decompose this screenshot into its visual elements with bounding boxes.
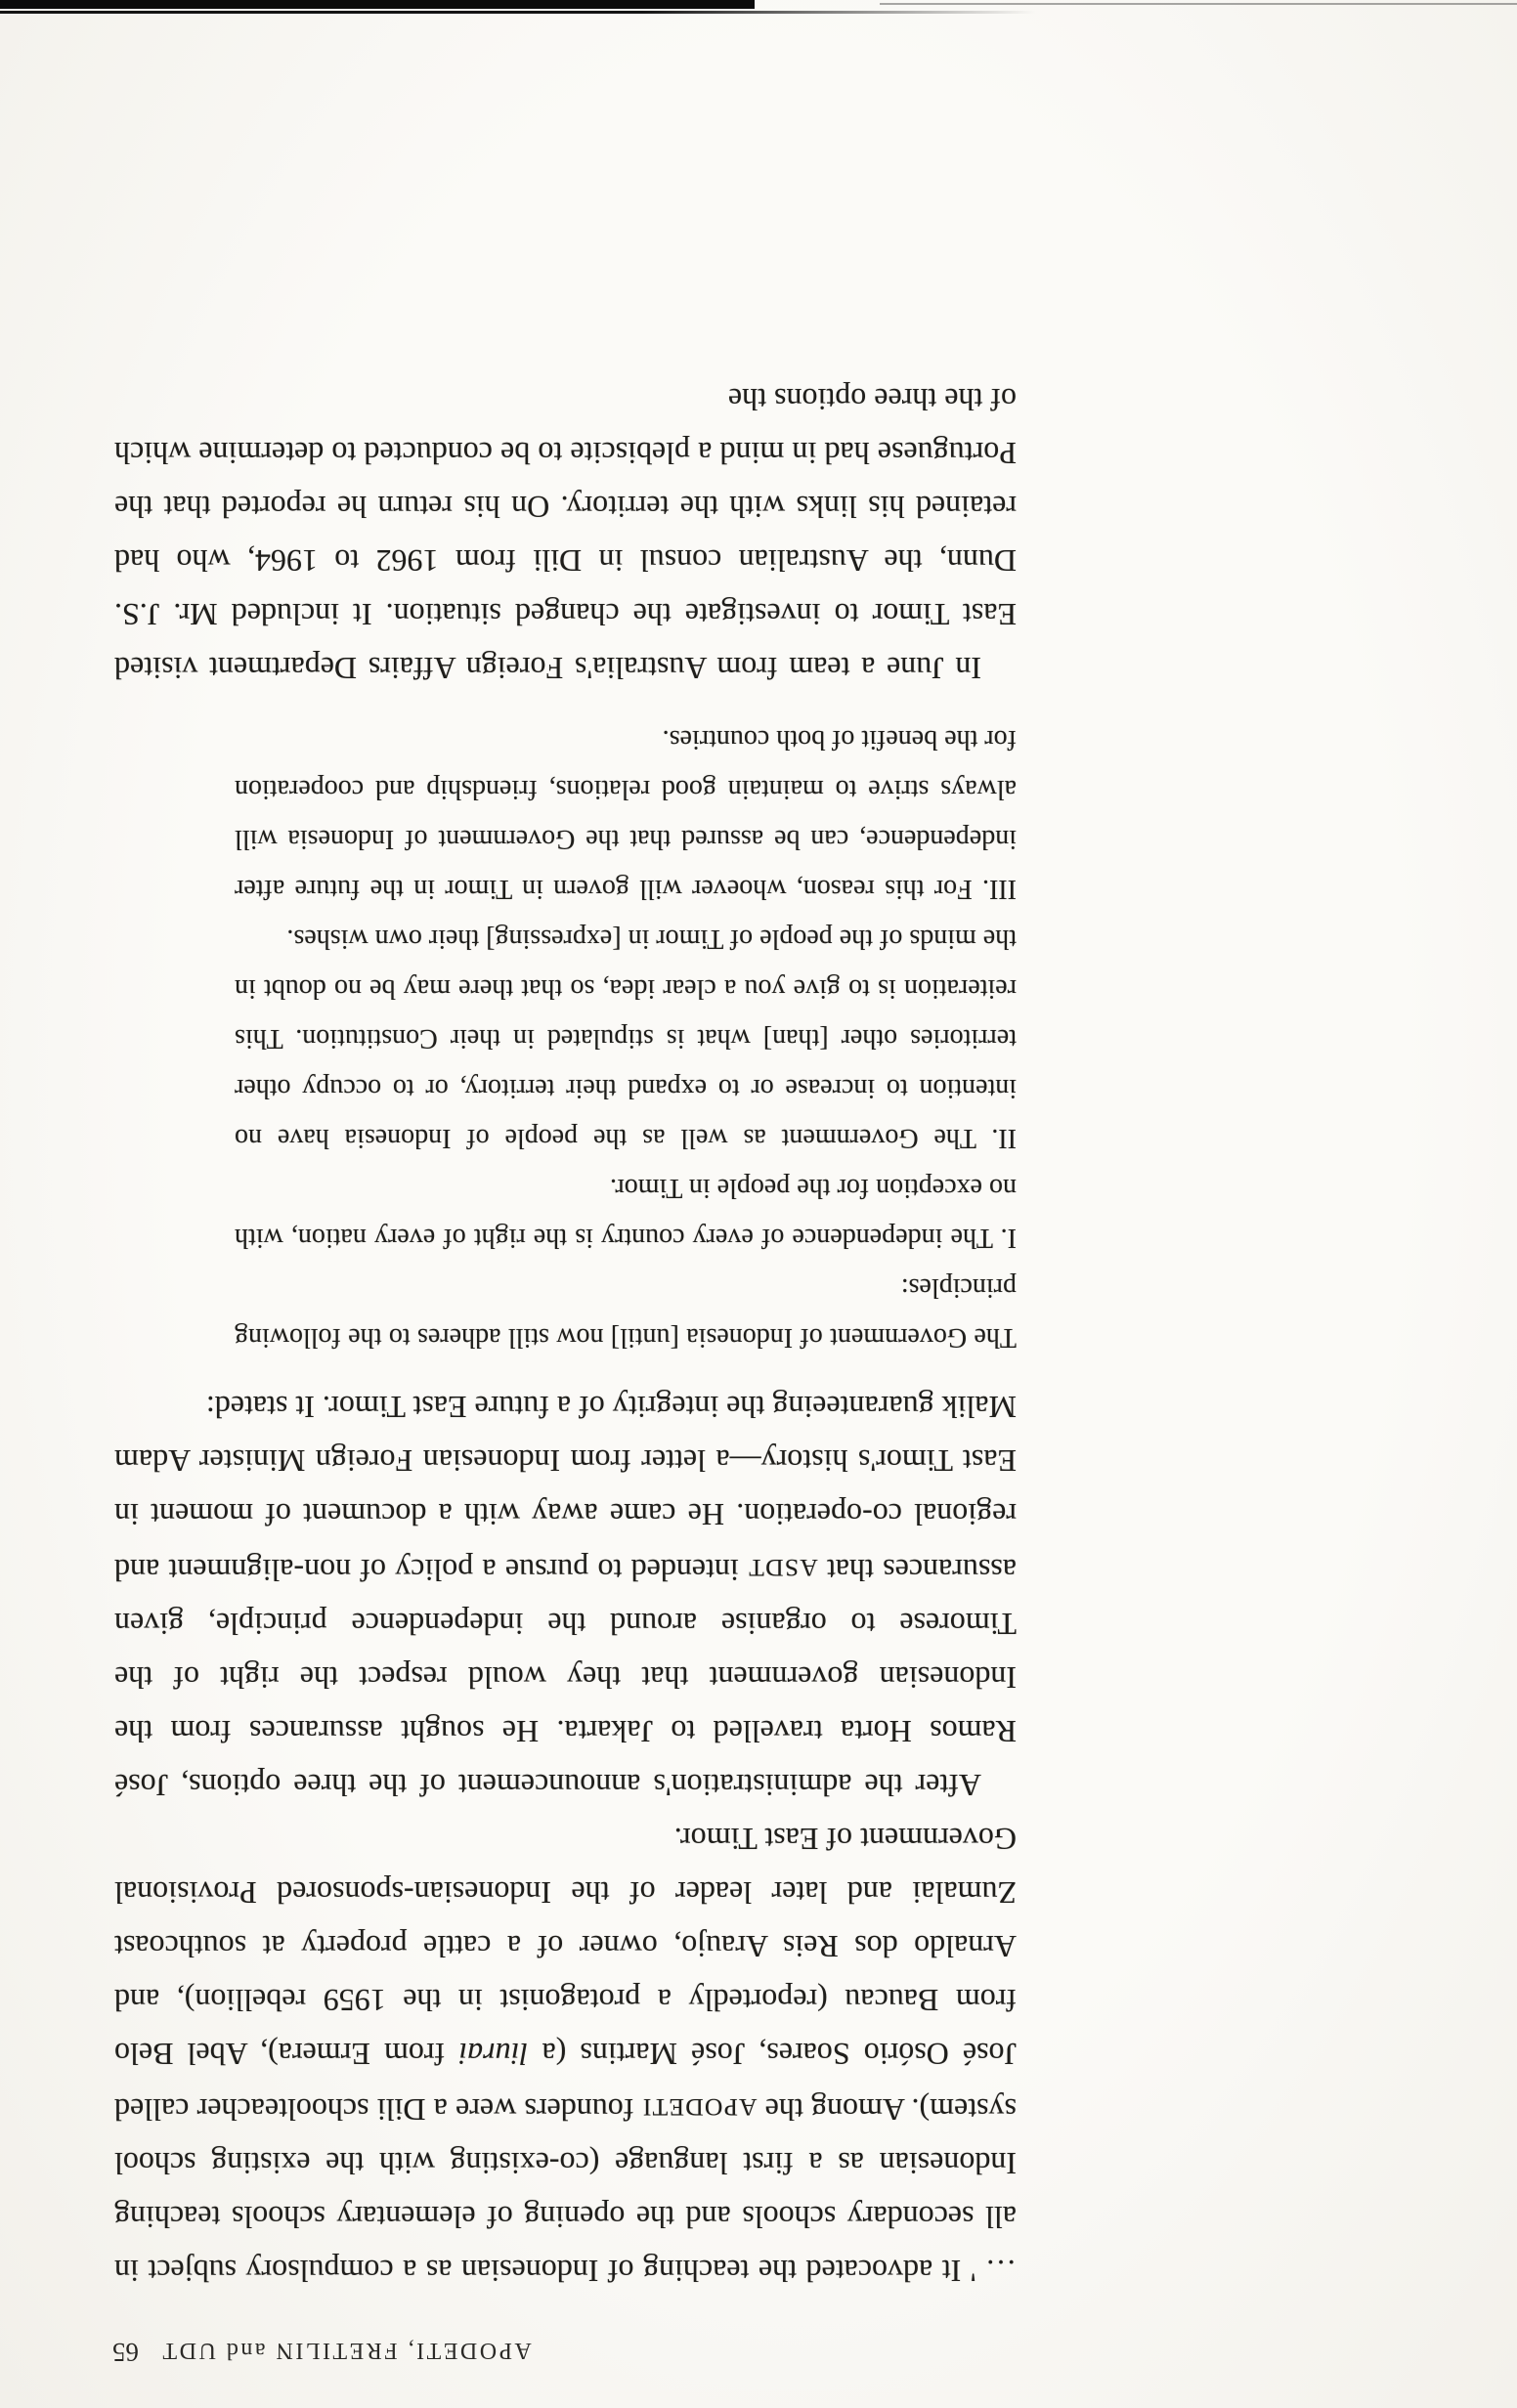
scan-artifact-thin-line (0, 11, 1036, 14)
acronym-text: APODETI (641, 2093, 758, 2122)
block-quote (235, 714, 1017, 1362)
text-run: from Ermera), Abel Belo from Baucau (reportedly a protagonist in the 1959 rebellion), and Arnaldo dos Reis Araujo, owner of a cattle property at southcoast Zumalai and later leader of the Indonesian-sponsored Provisional Government of East Timor. (114, 1822, 1017, 2072)
scan-artifact-top-bar (0, 0, 755, 9)
text-run: intended to pursue a policy of non-alignment and regional co-operation. He came away with a document of moment in East Timor's history—a letter from Indonesian Foreign Minister Adam Malik guaranteeing the integrity of a future East Timor. It stated: (113, 1390, 1017, 1588)
text-run: founders were a Dili schoolteacher called José Osório Soares, José Martins (a (114, 2037, 1017, 2128)
scan-artifact-faint-line (880, 3, 1517, 5)
text-run: I. The independence of every country is the right of every nation, with no exception for the people in Timor. (235, 1173, 1017, 1253)
paragraph (235, 714, 1017, 914)
running-header (0, 2337, 1517, 2408)
paragraph (114, 1380, 1017, 1812)
text-run: … ' It advocated the teaching of Indonesian as a compulsory subject in all secondary schools and the opening of elementary schools teaching Indonesian as a first language (co-existing with the existing school system). Among the (114, 2092, 1017, 2289)
text-run: III. For this reason, whoever will govern in Timor in the future after independence, can be assured that the Government of Indonesia will always strive to maintain good relations, friendship and cooperation for the benefit of both countries. (235, 724, 1017, 904)
page-number: 65 (112, 2338, 139, 2367)
header-title: APODETI, FRETILIN and UDT (160, 2338, 532, 2363)
paragraph (114, 372, 1017, 695)
text-run: In June a team from Australia's Foreign Affairs Department visited East Timor to investigate the changed situation. It included Mr. J.S. Dunn, the Australian consul in Dili from 1962 to 1964, who had retained his links with the territory. On his return he reported that the Portuguese had in mind a plebiscite to be conducted to determine which of the three options the (114, 382, 1017, 686)
italic-text: liurai (458, 2037, 529, 2072)
text-run: II. The Government as well as the people of Indonesia have no intention to increase or to expand their territory, or to occupy other territories other [than] what is stipulated in their Constitution. This reiteration is to give you a clear idea, so that there may be no doubt in the minds of the people of Timor in [expressing] their own wishes. (235, 924, 1017, 1153)
paragraph (114, 1812, 1017, 2298)
acronym-text: ASDT (748, 1554, 818, 1582)
paragraph (235, 914, 1017, 1163)
paragraph (235, 1263, 1017, 1362)
paragraph (235, 1163, 1017, 1263)
text-run: The Government of Indonesia [until] now still adheres to the following principles: (235, 1272, 1017, 1353)
text-run: After the administration's announcement of the three options, José Ramos Horta travelled to Jakarta. He sought assurances from the Indonesian government that they would respect the right of the Timorese to organise around the independence principle, given assurances that (114, 1553, 1017, 1803)
text-block (114, 372, 1017, 2298)
